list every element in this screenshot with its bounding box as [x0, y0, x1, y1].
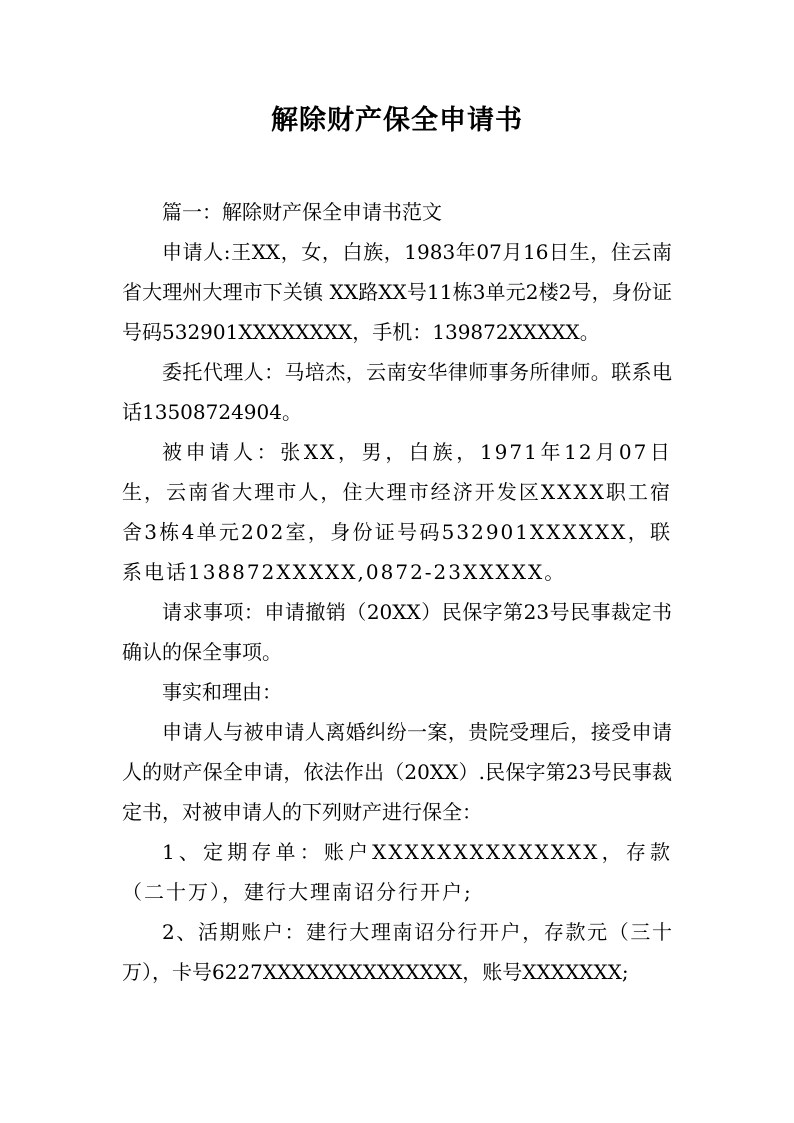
- applicant-paragraph: 申请人:王XX，女，白族，1983年07月16日生，住云南省大理州大理市下关镇 XX路XX号11栋3单元2楼2号，身份证号码532901XXXXXXXX，手机：139872XXXXX。: [122, 240, 672, 344]
- facts-paragraph: 申请人与被申请人离婚纠纷一案，贵院受理后，接受申请人的财产保全申请，依法作出（20XX）.民保字第23号民事裁定书，对被申请人的下列财产进行保全：: [122, 720, 672, 824]
- request-paragraph: 请求事项：申请撤销（20XX）民保字第23号民事裁定书确认的保全事项。: [122, 600, 672, 664]
- respondent-paragraph: 被申请人：张XX，男，白族，1971年12月07日生，云南省大理市人，住大理市经济开发区XXXX职工宿舍3栋4单元202室，身份证号码532901XXXXXX，联系电话138872XXXXX,0872-23XXXXX。: [122, 440, 672, 584]
- agent-paragraph: 委托代理人：马培杰，云南安华律师事务所律师。联系电话13508724904。: [122, 360, 672, 424]
- list-item: 2、活期账户：建行大理南诏分行开户，存款元（三十万），卡号6227XXXXXXXXXXXXXX，账号XXXXXXX;: [122, 920, 672, 984]
- document-body: [122, 192, 672, 992]
- list-item: 1、定期存单：账户XXXXXXXXXXXXXX，存款（二十万），建行大理南诏分行开户;: [122, 840, 672, 904]
- section-heading: 篇一：解除财产保全申请书范文: [162, 200, 442, 224]
- document-title: 解除财产保全申请书: [271, 105, 523, 136]
- facts-heading: 事实和理由：: [162, 680, 282, 704]
